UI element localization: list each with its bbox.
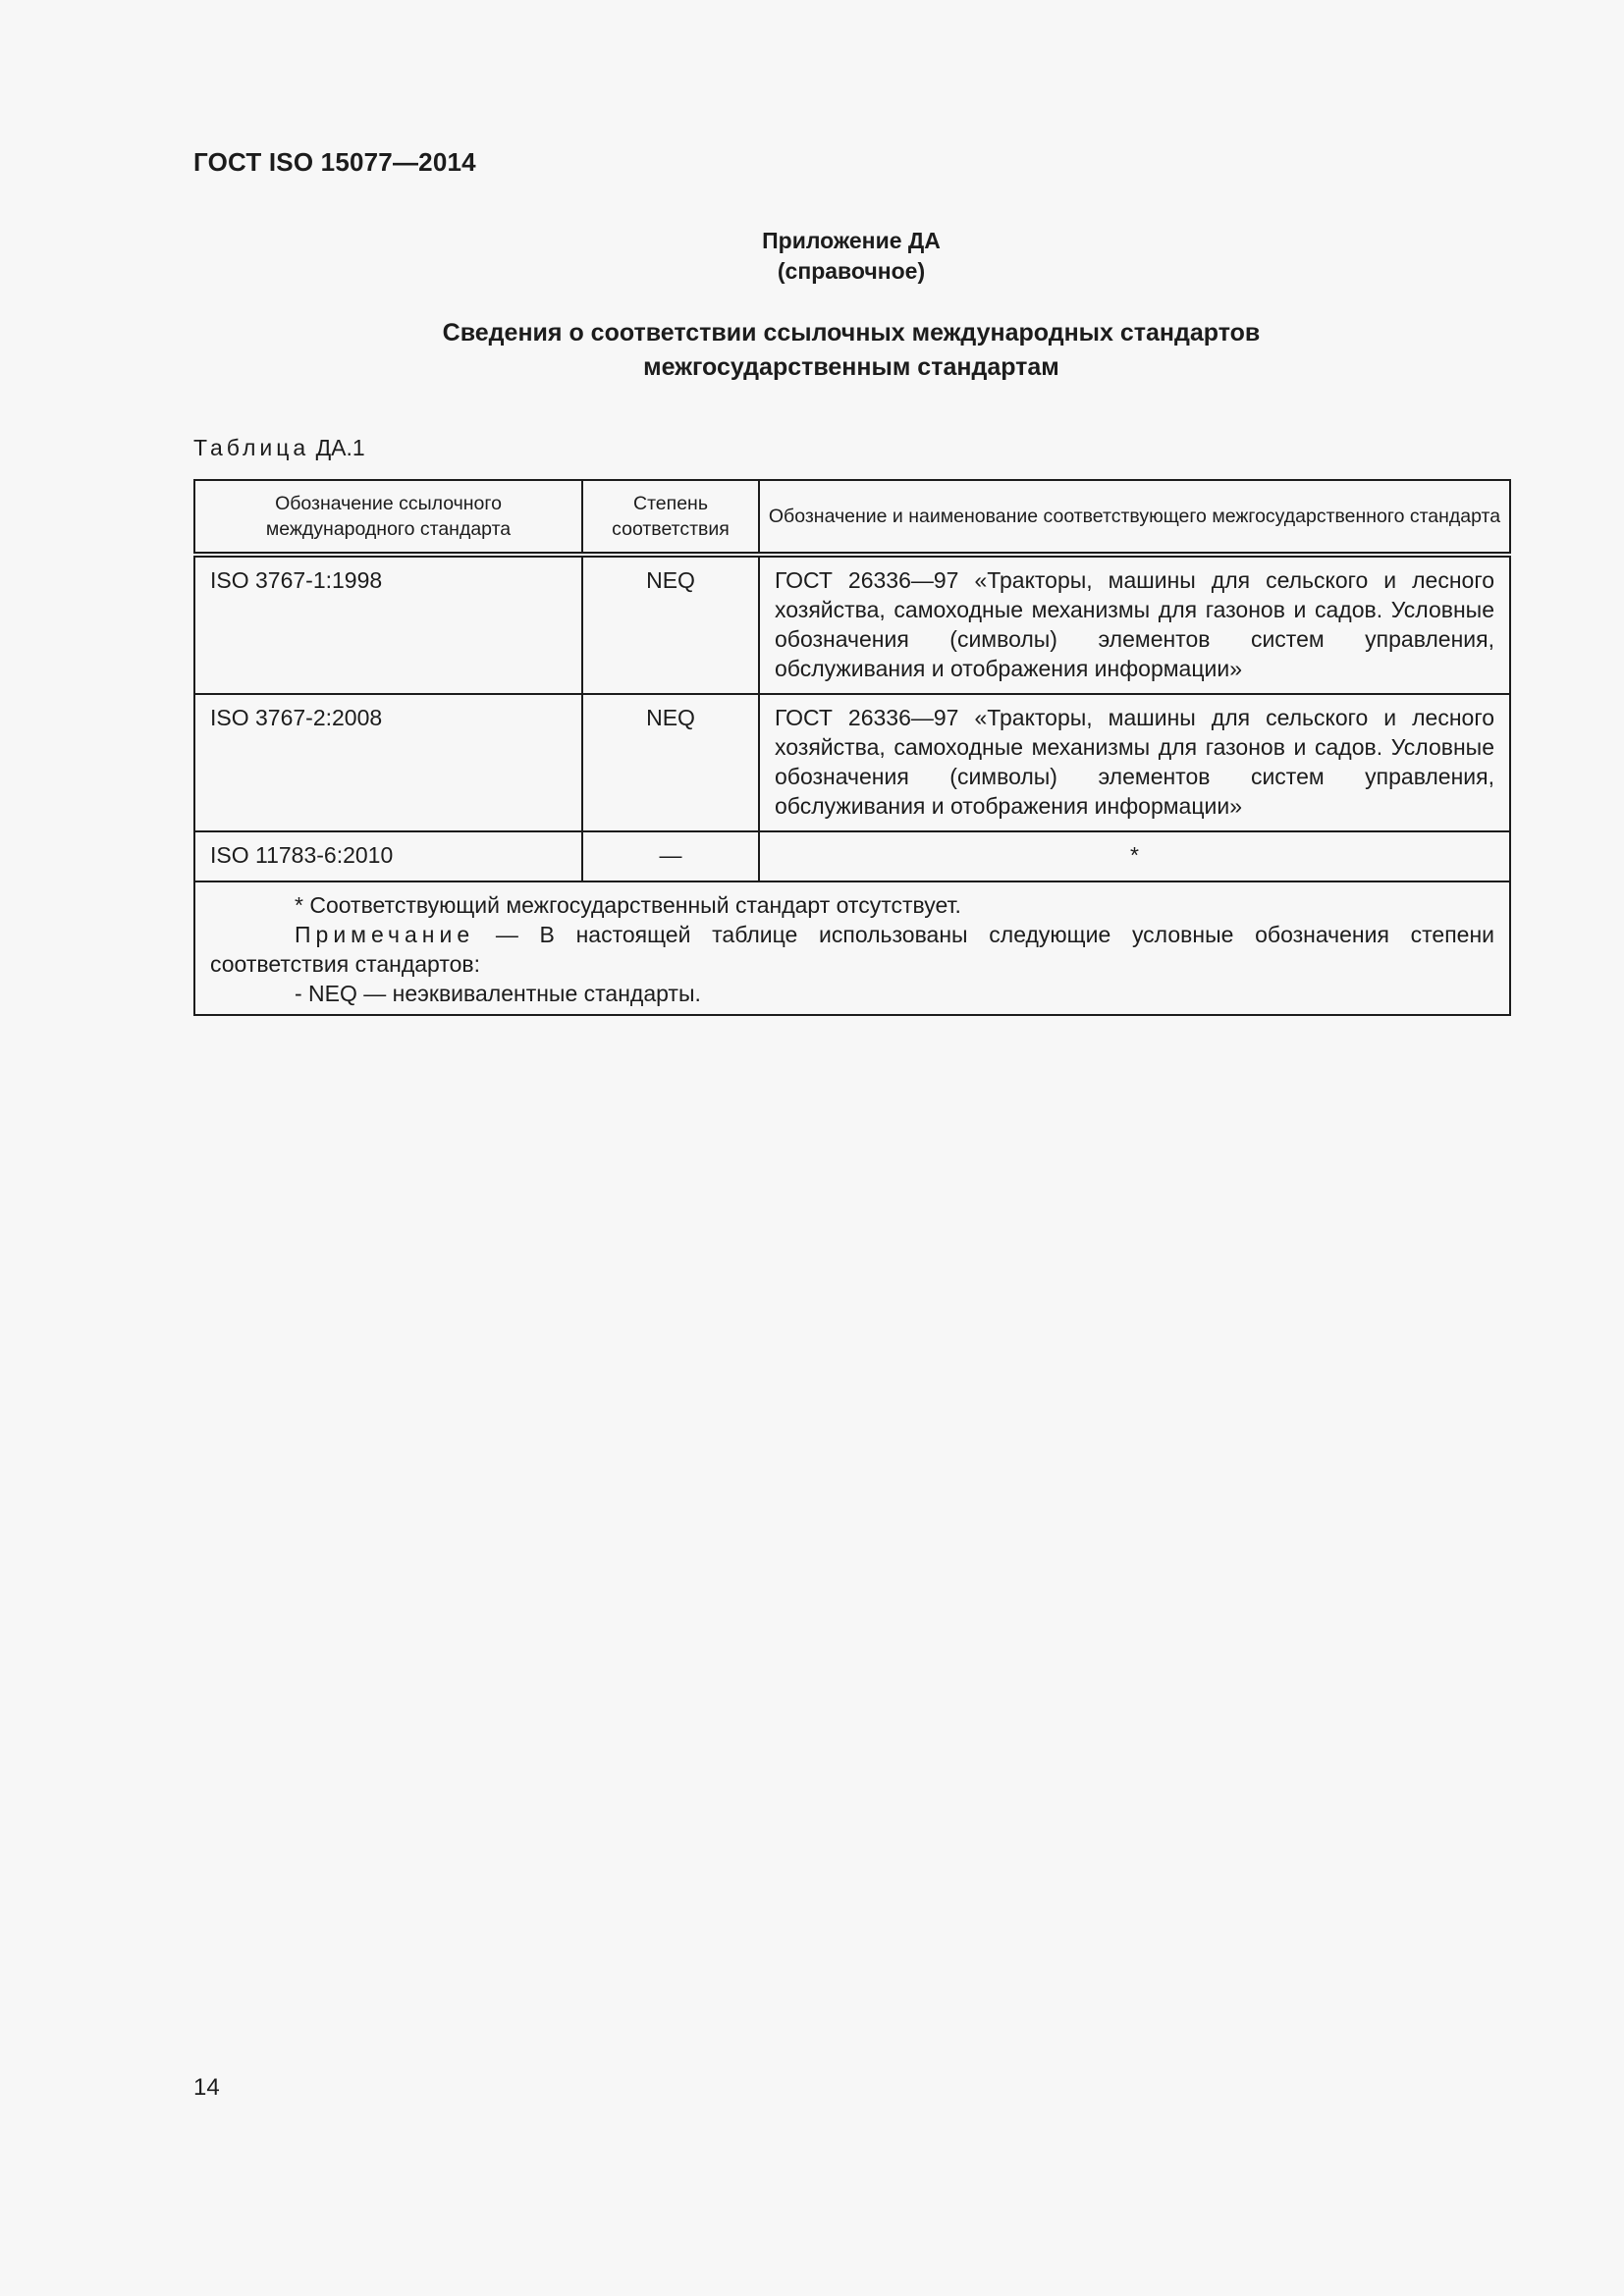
header-interstate-standard: Обозначение и наименование соответствующего межгосударственного стандарта bbox=[759, 480, 1510, 555]
correspondence-table bbox=[193, 479, 1511, 1016]
note-item: - NEQ — неэквивалентные стандарты. bbox=[295, 981, 701, 1006]
section-heading-line-2: межгосударственным стандартам bbox=[643, 353, 1059, 381]
cell-degree: NEQ bbox=[582, 694, 759, 831]
page-number: 14 bbox=[193, 2074, 220, 2101]
header-reference-standard: Обозначение ссылочного международного стандарта bbox=[194, 480, 582, 555]
table-caption-word: Таблица bbox=[193, 435, 310, 460]
cell-description: ГОСТ 26336—97 «Тракторы, машины для сельского и лесного хозяйства, самоходные механизмы для газонов и садов. Условные обозначения (символы) элементов систем управления, обслуживания и отображения информации» bbox=[759, 694, 1510, 831]
section-heading bbox=[0, 316, 1624, 385]
note-text: — В настоящей таблице использованы следующие условные обозначения степени соответствия стандартов: bbox=[210, 922, 1494, 977]
footnote: * Соответствующий межгосударственный стандарт отсутствует. bbox=[295, 892, 961, 918]
table-caption bbox=[193, 435, 365, 461]
section-heading-line-1: Сведения о соответствии ссылочных международных стандартов bbox=[442, 319, 1261, 347]
table-header-row bbox=[194, 480, 1510, 555]
cell-description: ГОСТ 26336—97 «Тракторы, машины для сельского и лесного хозяйства, самоходные механизмы для газонов и садов. Условные обозначения (символы) элементов систем управления, обслуживания и отображения информации» bbox=[759, 555, 1510, 694]
cell-degree: NEQ bbox=[582, 555, 759, 694]
table-row bbox=[194, 555, 1510, 694]
appendix-type: (справочное) bbox=[777, 258, 926, 284]
appendix-title: Приложение ДА bbox=[762, 228, 941, 253]
cell-description: * bbox=[759, 831, 1510, 881]
note-label: Примечание bbox=[295, 922, 475, 947]
cell-standard: ISO 11783-6:2010 bbox=[194, 831, 582, 881]
table-row bbox=[194, 831, 1510, 881]
table-footer-row bbox=[194, 881, 1510, 1015]
table-notes bbox=[194, 881, 1510, 1015]
cell-degree: — bbox=[582, 831, 759, 881]
cell-standard: ISO 3767-1:1998 bbox=[194, 555, 582, 694]
header-degree: Степень соответствия bbox=[582, 480, 759, 555]
document-code: ГОСТ ISO 15077—2014 bbox=[193, 147, 476, 177]
table-row bbox=[194, 694, 1510, 831]
table-caption-id: ДА.1 bbox=[315, 435, 365, 460]
note bbox=[210, 920, 1494, 979]
cell-standard: ISO 3767-2:2008 bbox=[194, 694, 582, 831]
